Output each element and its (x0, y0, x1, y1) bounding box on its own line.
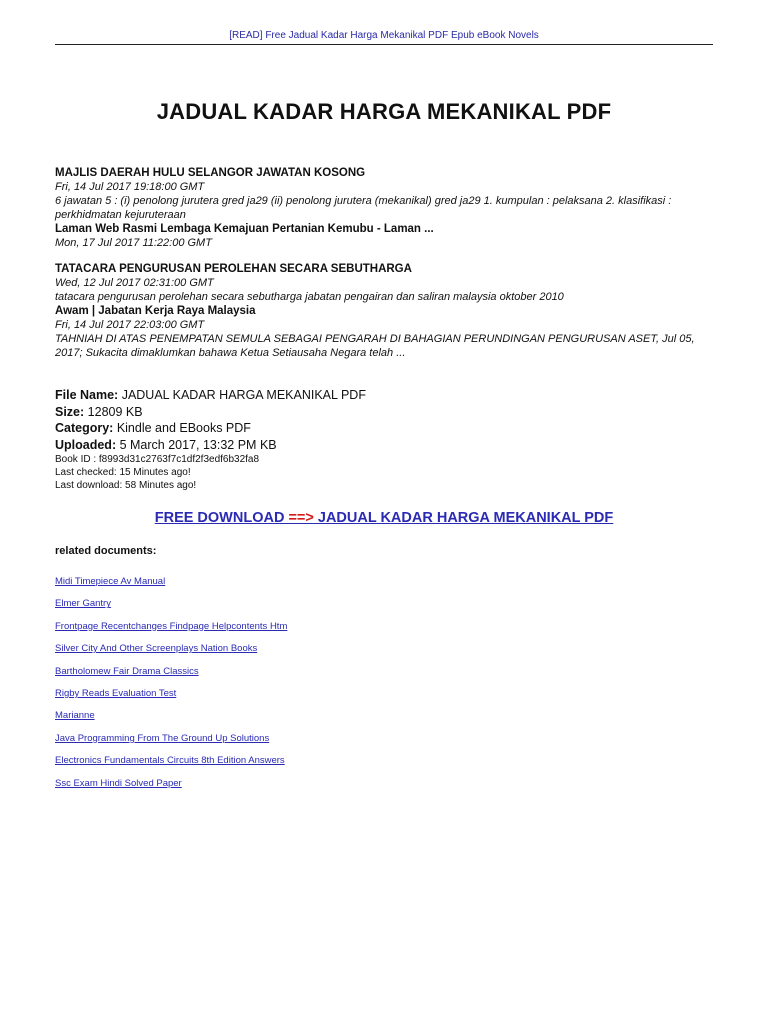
file-name-label: File Name: (55, 388, 119, 402)
list-item (55, 683, 287, 705)
entry (55, 222, 715, 250)
size-label: Size: (55, 404, 85, 419)
uploaded-row (55, 437, 715, 454)
list-item (55, 705, 287, 727)
related-link[interactable]: Electronics Fundamentals Circuits 8th Edition Answers (55, 755, 285, 767)
entry-title: MAJLIS DAERAH HULU SELANGOR JAWATAN KOSONG (55, 167, 366, 179)
related-heading: related documents: (55, 545, 157, 557)
entry-date: Wed, 12 Jul 2017 02:31:00 GMT (55, 277, 214, 289)
entry-description: tatacara pengurusan perolehan secara sebutharga jabatan pengairan dan saliran malaysia oktober 2010 (55, 291, 564, 303)
related-link[interactable]: Silver City And Other Screenplays Nation Books (55, 643, 258, 655)
related-link[interactable]: Frontpage Recentchanges Findpage Helpcontents Htm (55, 620, 288, 632)
list-item (55, 638, 287, 660)
list-item (55, 773, 287, 795)
uploaded-value: 5 March 2017, 13:32 PM KB (116, 437, 277, 452)
related-link[interactable]: Midi Timepiece Av Manual (55, 576, 166, 587)
related-link[interactable]: Elmer Gantry (55, 598, 111, 610)
last-checked: Last checked: 15 Minutes ago! (55, 467, 191, 478)
file-name-row (55, 387, 715, 404)
entries-section (55, 166, 715, 360)
list-item (55, 750, 287, 772)
entry (55, 166, 715, 222)
list-item (55, 661, 287, 683)
entry (55, 304, 715, 360)
download-prefix: FREE DOWNLOAD (154, 510, 289, 526)
entry-title: TATACARA PENGURUSAN PEROLEHAN SECARA SEBUTHARGA (55, 263, 412, 275)
related-link[interactable]: Bartholomew Fair Drama Classics (55, 665, 199, 677)
entry-date: Fri, 14 Jul 2017 19:18:00 GMT (55, 181, 205, 193)
related-link[interactable]: Marianne (55, 710, 95, 722)
page-title: JADUAL KADAR HARGA MEKANIKAL PDF (156, 99, 612, 124)
related-documents-list (55, 571, 287, 795)
category-row (55, 420, 715, 437)
entry-title: Awam | Jabatan Kerja Raya Malaysia (55, 305, 256, 317)
size-value: 12809 KB (84, 404, 143, 419)
list-item (55, 728, 287, 750)
book-id: Book ID : f8993d31c2763f7c1df2f3edf6b32fa8 (55, 454, 260, 465)
file-name-value: JADUAL KADAR HARGA MEKANIKAL PDF (118, 388, 366, 402)
list-item (55, 593, 287, 615)
download-suffix: JADUAL KADAR HARGA MEKANIKAL PDF (313, 510, 614, 526)
related-link[interactable]: Rigby Reads Evaluation Test (55, 687, 177, 699)
list-item (55, 616, 287, 638)
category-label: Category: (55, 421, 114, 435)
size-row (55, 404, 715, 421)
header-divider (55, 44, 713, 45)
related-link[interactable]: Ssc Exam Hindi Solved Paper (55, 777, 182, 789)
header-link[interactable]: [READ] Free Jadual Kadar Harga Mekanikal PDF Epub eBook Novels (229, 30, 539, 41)
entry (55, 262, 715, 304)
entry-title: Laman Web Rasmi Lembaga Kemajuan Pertanian Kemubu - Laman ... (55, 223, 434, 235)
entry-date: Fri, 14 Jul 2017 22:03:00 GMT (55, 319, 205, 331)
entry-date: Mon, 17 Jul 2017 11:22:00 GMT (55, 237, 212, 249)
download-arrow: ==> (288, 510, 314, 526)
related-link[interactable]: Java Programming From The Ground Up Solutions (55, 732, 270, 744)
list-item (55, 571, 287, 593)
entry-description: 6 jawatan 5 : (i) penolong jurutera gred ja29 (ii) penolong jurutera (mekanikal) gred ja29 1. kumpulan : pelaksana 2. klasifikasi : perkhidmatan kejuruteraan (55, 195, 672, 221)
file-info (55, 387, 715, 492)
last-download: Last download: 58 Minutes ago! (55, 480, 197, 491)
uploaded-label: Uploaded: (55, 437, 117, 452)
entry-description: TAHNIAH DI ATAS PENEMPATAN SEMULA SEBAGAI PENGARAH DI BAHAGIAN PERUNDINGAN PENGURUSAN ASET, Jul 05, 2017; Sukacita dimaklumkan bahawa Ketua Setiausaha Negara telah ... (55, 333, 695, 359)
free-download-link[interactable] (0, 510, 768, 526)
category-value: Kindle and EBooks PDF (113, 421, 251, 435)
